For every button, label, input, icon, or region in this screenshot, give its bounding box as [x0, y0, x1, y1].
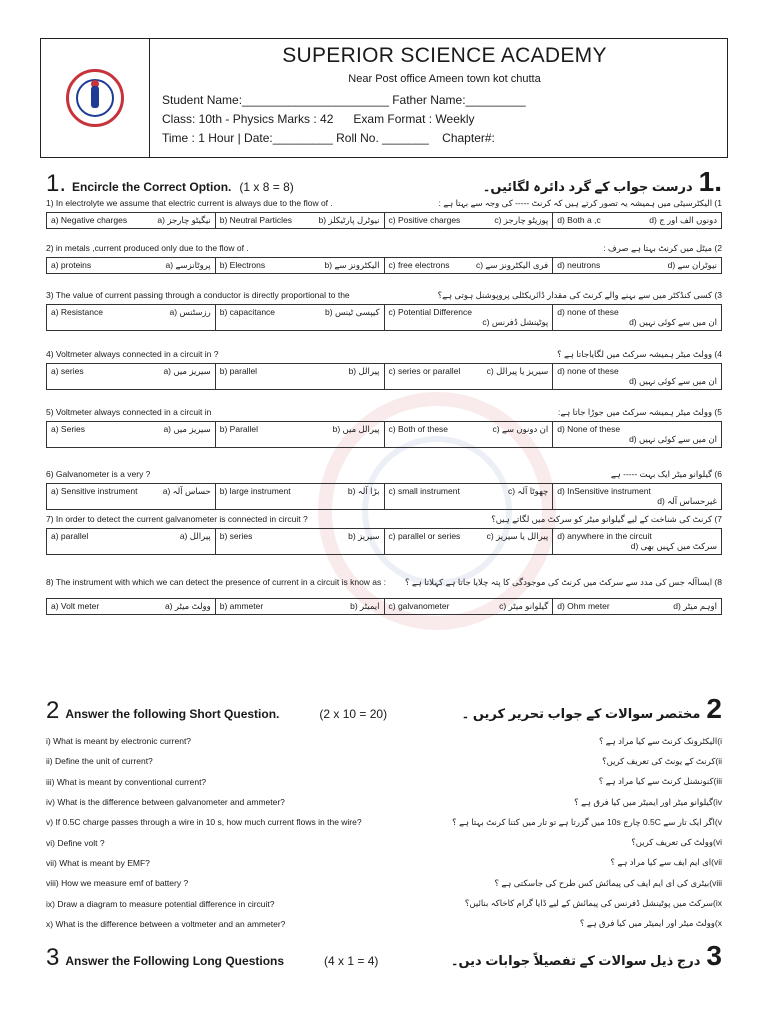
option-d[interactable] [553, 484, 722, 510]
section-mcq [46, 168, 722, 637]
option-b[interactable] [215, 422, 384, 448]
section-title-ur: درج ذیل سوالات کے تفصیلاً جوابات دیں۔ [450, 953, 701, 968]
short-question [46, 873, 722, 893]
section-mcq-head [46, 168, 722, 198]
short-question [46, 853, 722, 873]
option-text: a) proteins [51, 260, 92, 270]
academy-logo [66, 69, 124, 127]
section-number-ur: 2 [706, 693, 722, 724]
option-text-ur: دونوں الف اور ج (d [649, 215, 717, 225]
section-marks: (2 x 10 = 20) [319, 707, 388, 721]
short-question-text: iv) What is the difference between galvanometer and ammeter? [46, 797, 285, 808]
option-b[interactable] [215, 484, 384, 510]
mcq-question [46, 514, 722, 577]
question-text: 3) The value of current passing through a conductor is directly proportional to the [46, 290, 350, 300]
question-text-ur: 4) وولٹ میٹر ہمیشہ سرکٹ میں لگایاجاتا ہے ؟ [557, 349, 722, 359]
option-text: a) Series [51, 424, 86, 434]
option-text-ur: سیریز میں (a [163, 424, 211, 434]
short-question-text: i) What is meant by electronic current? [46, 736, 192, 747]
option-text-ur-line2: غیرحساس آلہ (d [657, 496, 717, 506]
short-question-text-ur: vii)ای ایم ایف سے کیا مراد ہے ؟ [610, 857, 722, 868]
mcq-list [46, 198, 722, 637]
option-text: d) InSensitive instrument [557, 486, 651, 496]
question-text-ur: 5) وولٹ میٹر ہمیشہ سرکٹ میں جوڑا جاتا ہے: [557, 407, 722, 417]
question-text: 2) in metals ,current produced only due to the flow of . [46, 243, 249, 253]
option-text-ur: وولٹ میٹر (a [164, 601, 211, 611]
options-table [46, 257, 722, 274]
option-text: b) Parallel [219, 424, 259, 434]
question-text-ur: 3) کسی کنڈکٹر میں سے بہنے والے کرنٹ کی مقدار ڈائریکٹلی پروپوشنل ہوتی ہے؟ [437, 290, 722, 300]
section-marks: (4 x 1 = 4) [324, 954, 379, 968]
section-number-ur: .1 [698, 166, 722, 197]
option-text: d) anywhere in the circuit [557, 531, 652, 541]
option-d[interactable] [553, 213, 722, 229]
section-number-ur: 3 [706, 940, 722, 971]
option-a[interactable] [47, 305, 216, 331]
option-text: c) parallel or series [388, 531, 461, 541]
mcq-question [46, 407, 722, 469]
option-a[interactable] [47, 258, 216, 274]
short-question-text-ur: ii)کرنٹ کے یونٹ کی تعریف کریں؟ [602, 755, 722, 766]
question-line [46, 577, 722, 588]
short-question [46, 751, 722, 771]
option-text: b) Neutral Particles [219, 215, 293, 225]
section-title: Answer the Following Long Questions [65, 954, 285, 968]
option-a[interactable] [47, 422, 216, 448]
option-text-ur-line2: ان میں سے کوئی نہیں (d [629, 376, 717, 386]
option-text: d) neutrons [557, 260, 601, 270]
option-text: c) free electrons [388, 260, 450, 270]
section-number: 3 [46, 944, 60, 971]
option-text-ur: بڑا آلہ (b [347, 486, 380, 496]
option-a[interactable] [47, 484, 216, 510]
question-text-ur: 7) کرنٹ کی شناخت کے لیے گیلوانو میٹر کو سرکٹ میں لگاتے ہیں؟ [491, 514, 722, 524]
short-question-list [46, 731, 722, 934]
option-d[interactable] [553, 258, 722, 274]
option-text: c) Both of these [388, 424, 449, 434]
option-b[interactable] [215, 364, 384, 390]
short-question-text-ur: vi)وولٹ کی تعریف کریں؟ [631, 837, 722, 848]
option-text-ur: پیرالل میں (b [332, 424, 380, 434]
options-table [46, 421, 722, 448]
option-text-ur-line2: پوٹینشل ڈفرنس (c [482, 317, 549, 327]
time-info-line: Time : 1 Hour | Date:_________ Roll No. _______ Chapter#: [162, 131, 495, 145]
short-question [46, 792, 722, 812]
option-a[interactable] [47, 364, 216, 390]
option-text-ur: ایمیٹر (b [350, 601, 380, 611]
option-text: b) large instrument [219, 486, 291, 496]
option-c[interactable] [384, 213, 553, 229]
question-line [46, 469, 722, 480]
question-text: 4) Voltmeter always connected in a circuit in ? [46, 349, 219, 359]
option-a[interactable] [47, 599, 216, 615]
option-text-ur: رزسٹنس (a [169, 307, 211, 317]
mcq-question [46, 243, 722, 290]
section-title: Encircle the Correct Option. [72, 180, 232, 194]
section-title: Answer the following Short Question. [65, 707, 280, 721]
question-text: 8) The instrument with which we can detect the presence of current in a circuit is know as : [46, 577, 386, 587]
option-text: c) galvanometer [388, 601, 450, 611]
option-text-ur-line2: سرکٹ میں کہیں بھی (d [630, 541, 717, 551]
options-table [46, 483, 722, 510]
section-title-ur: درست جواب کے گرد دائرہ لگائیں۔ [482, 179, 693, 194]
short-question-text-ur: iv)گیلوانو میٹر اور ایمیٹر میں کیا فرق ہے ؟ [574, 796, 722, 807]
option-text: b) capacitance [219, 307, 276, 317]
short-question [46, 893, 722, 913]
student-info-line: Student Name:______________________ Father Name:_________ [162, 93, 526, 107]
short-question-text-ur: v)اگر ایک تار سے 0.5C چارج 10s میں گزرتا ہے تو تار میں کتنا کرنٹ بہتا ہے ؟ [452, 816, 722, 827]
short-question [46, 731, 722, 751]
option-text: d) none of these [557, 307, 619, 317]
mcq-question [46, 198, 722, 243]
option-text-ur-line2: ان میں سے کوئی نہیں (d [629, 434, 717, 444]
mcq-question [46, 290, 722, 349]
option-text-ur: ان دونوں سے (c [492, 424, 549, 434]
short-question-text: viii) How we measure emf of battery ? [46, 878, 189, 889]
option-text: a) Negative charges [51, 215, 128, 225]
short-question-text-ur: iii)کنونشنل کرنٹ سے کیا مراد ہے ؟ [598, 776, 722, 787]
short-question-text: v) If 0.5C charge passes through a wire in 10 s, how much current flows in the wire? [46, 817, 362, 828]
academy-address: Near Post office Ameen town kot chutta [348, 73, 541, 85]
options-table [46, 363, 722, 390]
option-text-ur: نیگیٹو چارجز (a [157, 215, 211, 225]
option-text: d) Both a ,c [557, 215, 601, 225]
question-line [46, 514, 722, 525]
option-text-ur: پیرالل یا سیریز (c [486, 531, 549, 541]
short-question-text-ur: viii)بیٹری کی ای ایم ایف کی پیمائش کس طرح کی جاسکتی ہے ؟ [494, 877, 722, 888]
option-text: a) parallel [51, 531, 89, 541]
option-text: a) Resistance [51, 307, 103, 317]
option-text-ur: پیرالل (a [179, 531, 211, 541]
option-text: d) None of these [557, 424, 621, 434]
section-marks: (1 x 8 = 8) [239, 180, 294, 194]
short-question [46, 914, 722, 934]
option-text: c) series or parallel [388, 366, 461, 376]
option-text: c) small instrument [388, 486, 460, 496]
section-short [46, 693, 722, 934]
option-text-ur: فری الیکٹرونز سے (c [475, 260, 549, 270]
option-c[interactable] [384, 305, 553, 331]
question-line [46, 349, 722, 360]
question-text-ur: 1) الیکٹرسیٹی میں ہمیشہ یہ تصور کرتے ہیں کہ کرنٹ ----- کی وجہ سے بہتا ہے : [438, 198, 722, 208]
option-b[interactable] [215, 213, 384, 229]
section-short-head [46, 693, 722, 725]
option-text: b) series [219, 531, 253, 541]
section-number: 1. [46, 170, 67, 197]
question-text-ur: 8) ایساآلہ جس کی مدد سے سرکٹ میں کرنٹ کی موجودگی کا پتہ چلایا جاتا ہے کہلاتا ہے ؟ [404, 577, 722, 587]
exam-header [40, 38, 728, 158]
short-question [46, 772, 722, 792]
short-question-text: x) What is the difference between a voltmeter and an ammeter? [46, 918, 286, 929]
short-question [46, 832, 722, 852]
option-text: a) Volt meter [51, 601, 100, 611]
section-long [46, 940, 722, 972]
option-b[interactable] [215, 258, 384, 274]
option-text-ur: کیپسی ٹینس (b [325, 307, 380, 317]
section-number: 2 [46, 697, 60, 724]
short-question-text-ur: ix)سرکٹ میں پوٹینشل ڈفرنس کی پیمائش کے لیے ڈایا گرام کاخاکہ بنائیں؟ [464, 898, 722, 909]
section-title-ur: مختصر سوالات کے جواب تحریر کریں ۔ [461, 706, 701, 721]
options-table [46, 598, 722, 615]
option-text-ur: اوہم میٹر (d [673, 601, 717, 611]
option-text: b) ammeter [219, 601, 264, 611]
option-c[interactable] [384, 529, 553, 555]
option-text-ur: حساس آلہ (a [162, 486, 211, 496]
option-text: d) Ohm meter [557, 601, 610, 611]
option-text-ur: نیوٹرل پارٹیکلز (b [318, 215, 380, 225]
option-text-ur: الیکٹرونز سے (b [324, 260, 380, 270]
option-text-ur: سیریز میں (a [163, 366, 211, 376]
option-c[interactable] [384, 599, 553, 615]
option-text: b) parallel [219, 366, 258, 376]
option-d[interactable] [553, 364, 722, 390]
option-text-ur: پوزیٹو چارجز (c [494, 215, 549, 225]
options-table [46, 304, 722, 331]
question-text-ur: 6) گیلوانو میٹر ایک بہت ----- ہے [610, 469, 722, 479]
option-b[interactable] [215, 599, 384, 615]
option-text-ur: گیلوانو میٹر (c [499, 601, 549, 611]
option-a[interactable] [47, 213, 216, 229]
option-c[interactable] [384, 364, 553, 390]
question-text: 6) Galvanometer is a very ? [46, 469, 151, 479]
short-question-text: vi) Define volt ? [46, 837, 105, 848]
option-text: a) series [51, 366, 84, 376]
option-d[interactable] [553, 599, 722, 615]
mcq-question [46, 469, 722, 514]
option-text-ur: سیریز (b [348, 531, 380, 541]
mcq-question [46, 577, 722, 637]
question-text: 5) Voltmeter always connected in a circuit in [46, 407, 212, 417]
academy-title: SUPERIOR SCIENCE ACADEMY [282, 44, 607, 67]
option-text: a) Sensitive instrument [51, 486, 138, 496]
option-d[interactable] [553, 305, 722, 331]
question-text-ur: 2) میٹل میں کرنٹ بہتا ہے صرف : [603, 243, 722, 253]
option-text: b) Electrons [219, 260, 266, 270]
short-question-text: iii) What is meant by conventional current? [46, 776, 207, 787]
short-question-text: vii) What is meant by EMF? [46, 857, 150, 868]
option-text: c) Potential Difference [388, 307, 472, 317]
option-d[interactable] [553, 422, 722, 448]
class-info-line: Class: 10th - Physics Marks : 42 Exam Format : Weekly [162, 112, 475, 126]
option-c[interactable] [384, 422, 553, 448]
option-text-ur: سیریز یا پیرالل (c [486, 366, 549, 376]
short-question-text: ix) Draw a diagram to measure potential difference in circuit? [46, 898, 275, 909]
short-question [46, 812, 722, 832]
options-table [46, 528, 722, 555]
option-text: d) none of these [557, 366, 619, 376]
question-line [46, 243, 722, 254]
options-table [46, 212, 722, 229]
option-d[interactable] [553, 529, 722, 555]
short-question-text: ii) Define the unit of current? [46, 756, 153, 767]
mcq-question [46, 349, 722, 407]
section-long-head [46, 940, 722, 972]
option-b[interactable] [215, 305, 384, 331]
question-line [46, 407, 722, 418]
option-text-ur: نیوٹران سے (d [667, 260, 717, 270]
question-line [46, 290, 722, 301]
option-c[interactable] [384, 258, 553, 274]
option-text-ur: پروٹانزسے (a [165, 260, 211, 270]
option-text: c) Positive charges [388, 215, 461, 225]
option-text-ur: چھوٹا آلہ (c [507, 486, 549, 496]
question-text: 1) In electrolyte we assume that electric current is always due to the flow of . [46, 198, 333, 208]
option-c[interactable] [384, 484, 553, 510]
option-text-ur-line2: ان میں سے کوئی نہیں (d [629, 317, 717, 327]
question-line [46, 198, 722, 209]
header-info [150, 39, 727, 157]
short-question-text-ur: x)وولٹ میٹر اور ایمیٹر میں کیا فرق ہے ؟ [579, 918, 722, 929]
logo-cell [41, 39, 150, 157]
question-text: 7) In order to detect the current galvanometer is connected in circuit ? [46, 514, 308, 524]
option-a[interactable] [47, 529, 216, 555]
short-question-text-ur: i)الیکٹرونک کرنٹ سے کیا مراد ہے ؟ [598, 735, 722, 746]
option-text-ur: پیرالل (b [348, 366, 380, 376]
option-b[interactable] [215, 529, 384, 555]
